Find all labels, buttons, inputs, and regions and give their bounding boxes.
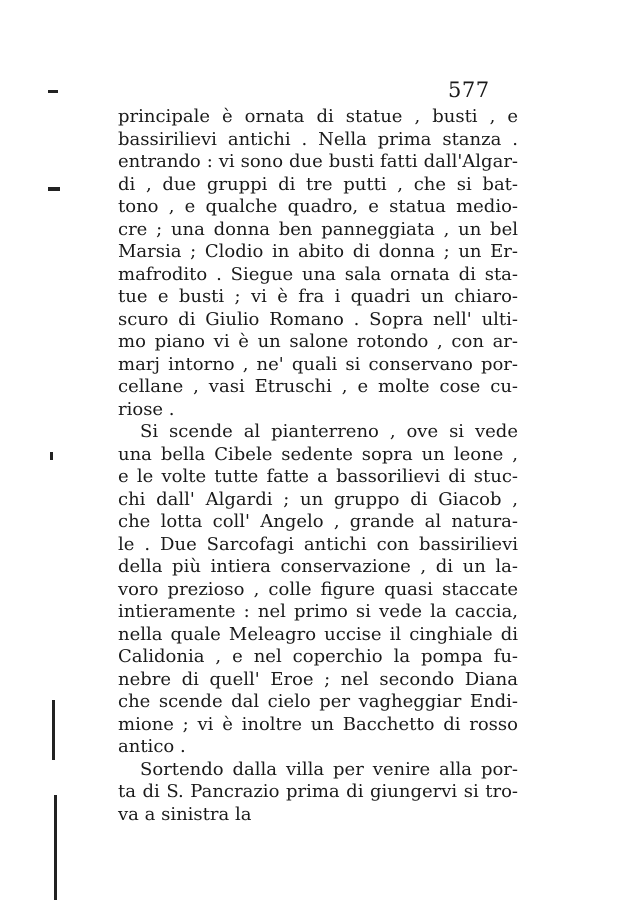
text-line: mione ; vi è inoltre un Bacchetto di rosso	[118, 713, 518, 735]
body-text	[118, 106, 518, 826]
text-line: nella quale Meleagro uccise il cinghiale di	[118, 623, 518, 645]
margin-mark-bottom	[54, 795, 57, 900]
text-line: bassirilievi antichi . Nella prima stanza .	[118, 128, 518, 150]
text-line: le . Due Sarcofagi antichi con bassirilievi	[118, 533, 518, 555]
text-line: una bella Cibele sedente sopra un leone ,	[118, 443, 518, 465]
text-line: riose .	[118, 398, 175, 420]
text-line: della più intiera conservazione , di un la-	[118, 556, 518, 577]
text-line: Si scende al pianterreno , ove si vede	[140, 421, 518, 442]
text-line: cellane , vasi Etruschi , e molte cose cu-	[118, 376, 518, 397]
text-line: va a sinistra la	[118, 803, 252, 825]
text-line: tono , e qualche quadro, e statua medio-	[118, 196, 518, 217]
text-line: ta di S. Pancrazio prima di giungervi si tro-	[118, 781, 518, 802]
margin-mark-middle	[50, 452, 53, 460]
text-line: che lotta coll' Angelo , grande al natura-	[118, 511, 518, 532]
text-line: Sortendo dalla villa per venire alla por-	[140, 758, 518, 780]
text-line: marj intorno , ne' quali si conservano por-	[118, 353, 518, 375]
text-line: mafrodito . Siegue una sala ornata di sta-	[118, 263, 518, 285]
text-line: antico .	[118, 736, 186, 757]
text-line: tue e busti ; vi è fra i quadri un chiaro-	[118, 286, 518, 307]
text-line: di , due gruppi di tre putti , che si bat-	[118, 173, 518, 195]
text-line: scuro di Giulio Romano . Sopra nell' ulti-	[118, 308, 518, 330]
text-line: Marsia ; Clodio in abito di donna ; un Er-	[118, 241, 518, 262]
margin-mark-upper	[48, 187, 60, 191]
text-line: Calidonia , e nel coperchio la pompa fu-	[118, 646, 518, 667]
text-line: che scende dal cielo per vagheggiar Endi-	[118, 691, 518, 712]
text-line: entrando : vi sono due busti fatti dall'Algar-	[118, 151, 518, 172]
text-line: cre ; una donna ben panneggiata , un bel	[118, 218, 518, 240]
page-number: 577	[448, 78, 490, 102]
text-line: principale è ornata di statue , busti , e	[118, 106, 518, 127]
text-line: voro prezioso , colle figure quasi staccate	[118, 578, 518, 600]
text-line: intieramente : nel primo si vede la caccia,	[118, 601, 518, 622]
text-line: chi dall' Algardi ; un gruppo di Giacob ,	[118, 488, 518, 510]
margin-mark-lower	[52, 700, 55, 760]
text-line: nebre di quell' Eroe ; nel secondo Diana	[118, 668, 518, 690]
margin-mark-top	[48, 90, 58, 93]
text-line: e le volte tutte fatte a bassorilievi di stuc-	[118, 466, 518, 487]
text-line: mo piano vi è un salone rotondo , con ar-	[118, 331, 518, 352]
